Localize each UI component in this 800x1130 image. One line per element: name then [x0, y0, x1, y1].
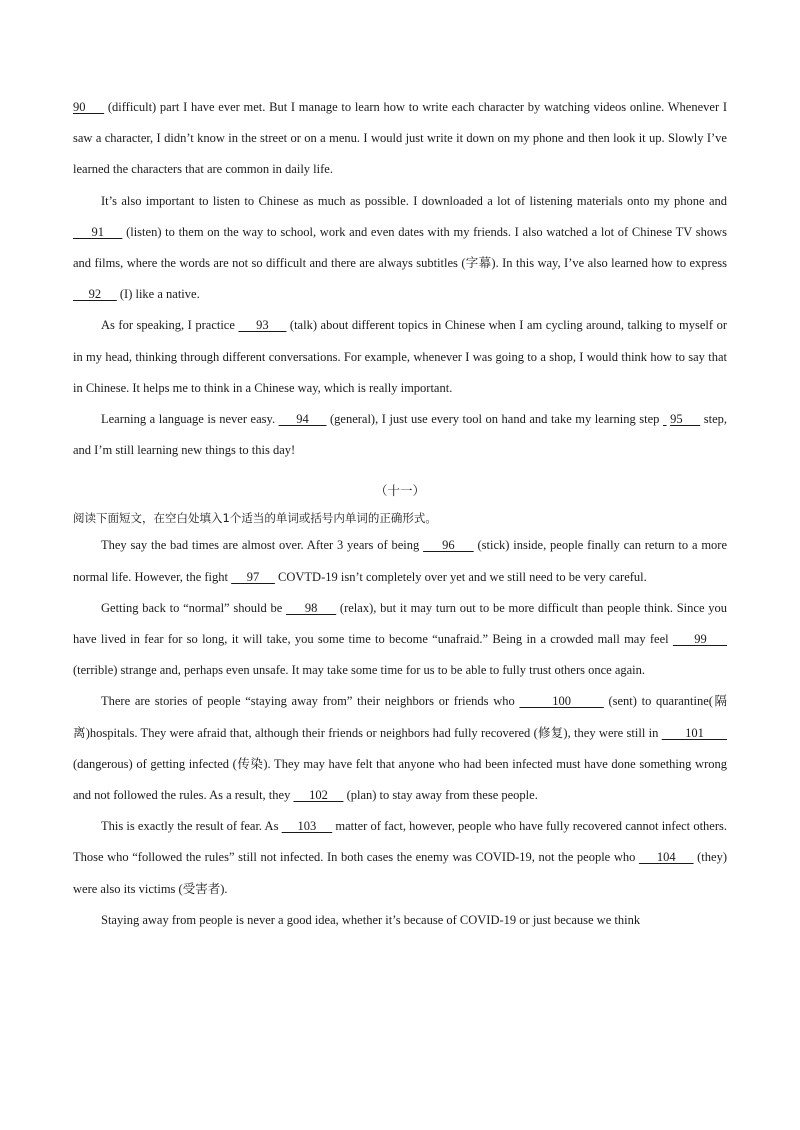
blank-90[interactable]: 90 [73, 100, 105, 114]
blank-101[interactable]: 101 [661, 725, 727, 740]
blank-104[interactable]: 104 [638, 850, 694, 865]
paragraph-4 [73, 404, 727, 466]
paragraph-5 [73, 530, 727, 592]
paragraph-4-text-1: Learning a language is never easy. [101, 412, 279, 427]
paragraph-7-text-4: (plan) to stay away from these people. [343, 788, 538, 803]
blank-95-start [663, 412, 667, 426]
blank-94[interactable]: 94 [278, 412, 327, 427]
paragraph-6 [73, 593, 727, 687]
paragraph-3-text-1: As for speaking, I practice [101, 318, 239, 333]
paragraph-2 [73, 186, 727, 311]
paragraph-7-text-3: (dangerous) of getting infected (传染). They may have felt that anyone who had been infected must have done something wrong and not followed the rules. As a result, they [73, 756, 727, 803]
paragraph-3 [73, 310, 727, 404]
paragraph-4-text-2: (general), I just use every tool on hand and take my learning step [326, 412, 663, 427]
paragraph-7 [73, 686, 727, 811]
paragraph-6-text-2: (relax), but it may turn out to be more difficult than people think. Since you have lived in fear for so long, it will take, you some time to become “unafraid.” Being in a crowded mall may feel [73, 600, 728, 647]
blank-102[interactable]: 102 [293, 788, 344, 803]
blank-93[interactable]: 93 [238, 318, 287, 333]
paragraph-1 [73, 92, 727, 186]
blank-91[interactable]: 91 [73, 224, 123, 239]
paragraph-5-text-2: (stick) inside, people finally can return to a more normal life. However, the fight [73, 538, 727, 584]
paragraph-5-text-3: COVTD-19 isn’t completely over yet and we still need to be very careful. [274, 569, 647, 584]
paragraph-4-text-3: step, and I’m still learning new things to this day! [73, 412, 728, 458]
paragraph-9 [73, 905, 727, 936]
blank-103[interactable]: 103 [281, 819, 333, 834]
paragraph-8 [73, 811, 727, 905]
paragraph-6-text-1: Getting back to “normal” should be [101, 600, 287, 615]
section-title: （十一） [374, 484, 425, 499]
blank-99[interactable]: 99 [672, 632, 727, 647]
paragraph-8-text-1: This is exactly the result of fear. As [101, 819, 282, 834]
blank-100[interactable]: 100 [519, 694, 604, 709]
document-content [73, 92, 727, 936]
paragraph-8-text-3: (they) were also its victims (受害者). [73, 850, 727, 896]
blank-97[interactable]: 97 [231, 569, 275, 584]
paragraph-6-text-3: (terrible) strange and, perhaps even unsafe. It may take some time for us to be able to fully trust others once again. [73, 663, 646, 678]
paragraph-7-text-1: There are stories of people “staying away from” their neighbors or friends who [101, 694, 520, 709]
instruction: 阅读下面短文，在空白处填入1个适当的单词或括号内单词的正确形式。 [73, 511, 437, 526]
blank-96[interactable]: 96 [423, 538, 474, 553]
paragraph-1-text: (difficult) part I have ever met. But I manage to learn how to write each character by watching videos online. Whenever I saw a character, I didn’t know in the street or on a menu. I would just write it down on my phone and then look it up. Slowly I’ve learned the characters that are common in daily life. [73, 100, 728, 177]
paragraph-2-text-3: (I) like a native. [116, 287, 200, 302]
blank-92[interactable]: 92 [73, 287, 117, 302]
paragraph-9-text-1: Staying away from people is never a good idea, whether it’s because of COVID-19 or just because we think [101, 912, 641, 927]
blank-98[interactable]: 98 [286, 600, 337, 615]
paragraph-7-text-2: (sent) to quarantine(隔离)hospitals. They were afraid that, although their friends or neighbors had fully recovered (修复), they were still in [73, 694, 727, 740]
paragraph-3-text-2: (talk) about different topics in Chinese when I am cycling around, talking to myself or in my head, thinking through different conversations. For example, whenever I was going to a shop, I would think how to say that in Chinese. It helps me to think in a Chinese way, which is really important. [73, 318, 727, 395]
paragraph-8-text-2: matter of fact, however, people who have fully recovered cannot infect others. Those who “followed the rules” still not infected. In both cases the enemy was COVID-19, not the people who [73, 819, 728, 865]
paragraph-5-text-1: They say the bad times are almost over. After 3 years of being [101, 538, 424, 553]
paragraph-2-text-2: (listen) to them on the way to school, work and even dates with my friends. I also watched a lot of Chinese TV shows and films, where the words are not so difficult and there are always subtitles (字幕). In this way, I’ve also learned how to express [73, 224, 728, 271]
blank-95[interactable]: 95 [670, 412, 701, 427]
paragraph-2-text-1: It’s also important to listen to Chinese as much as possible. I downloaded a lot of listening materials onto my phone and [101, 193, 727, 208]
